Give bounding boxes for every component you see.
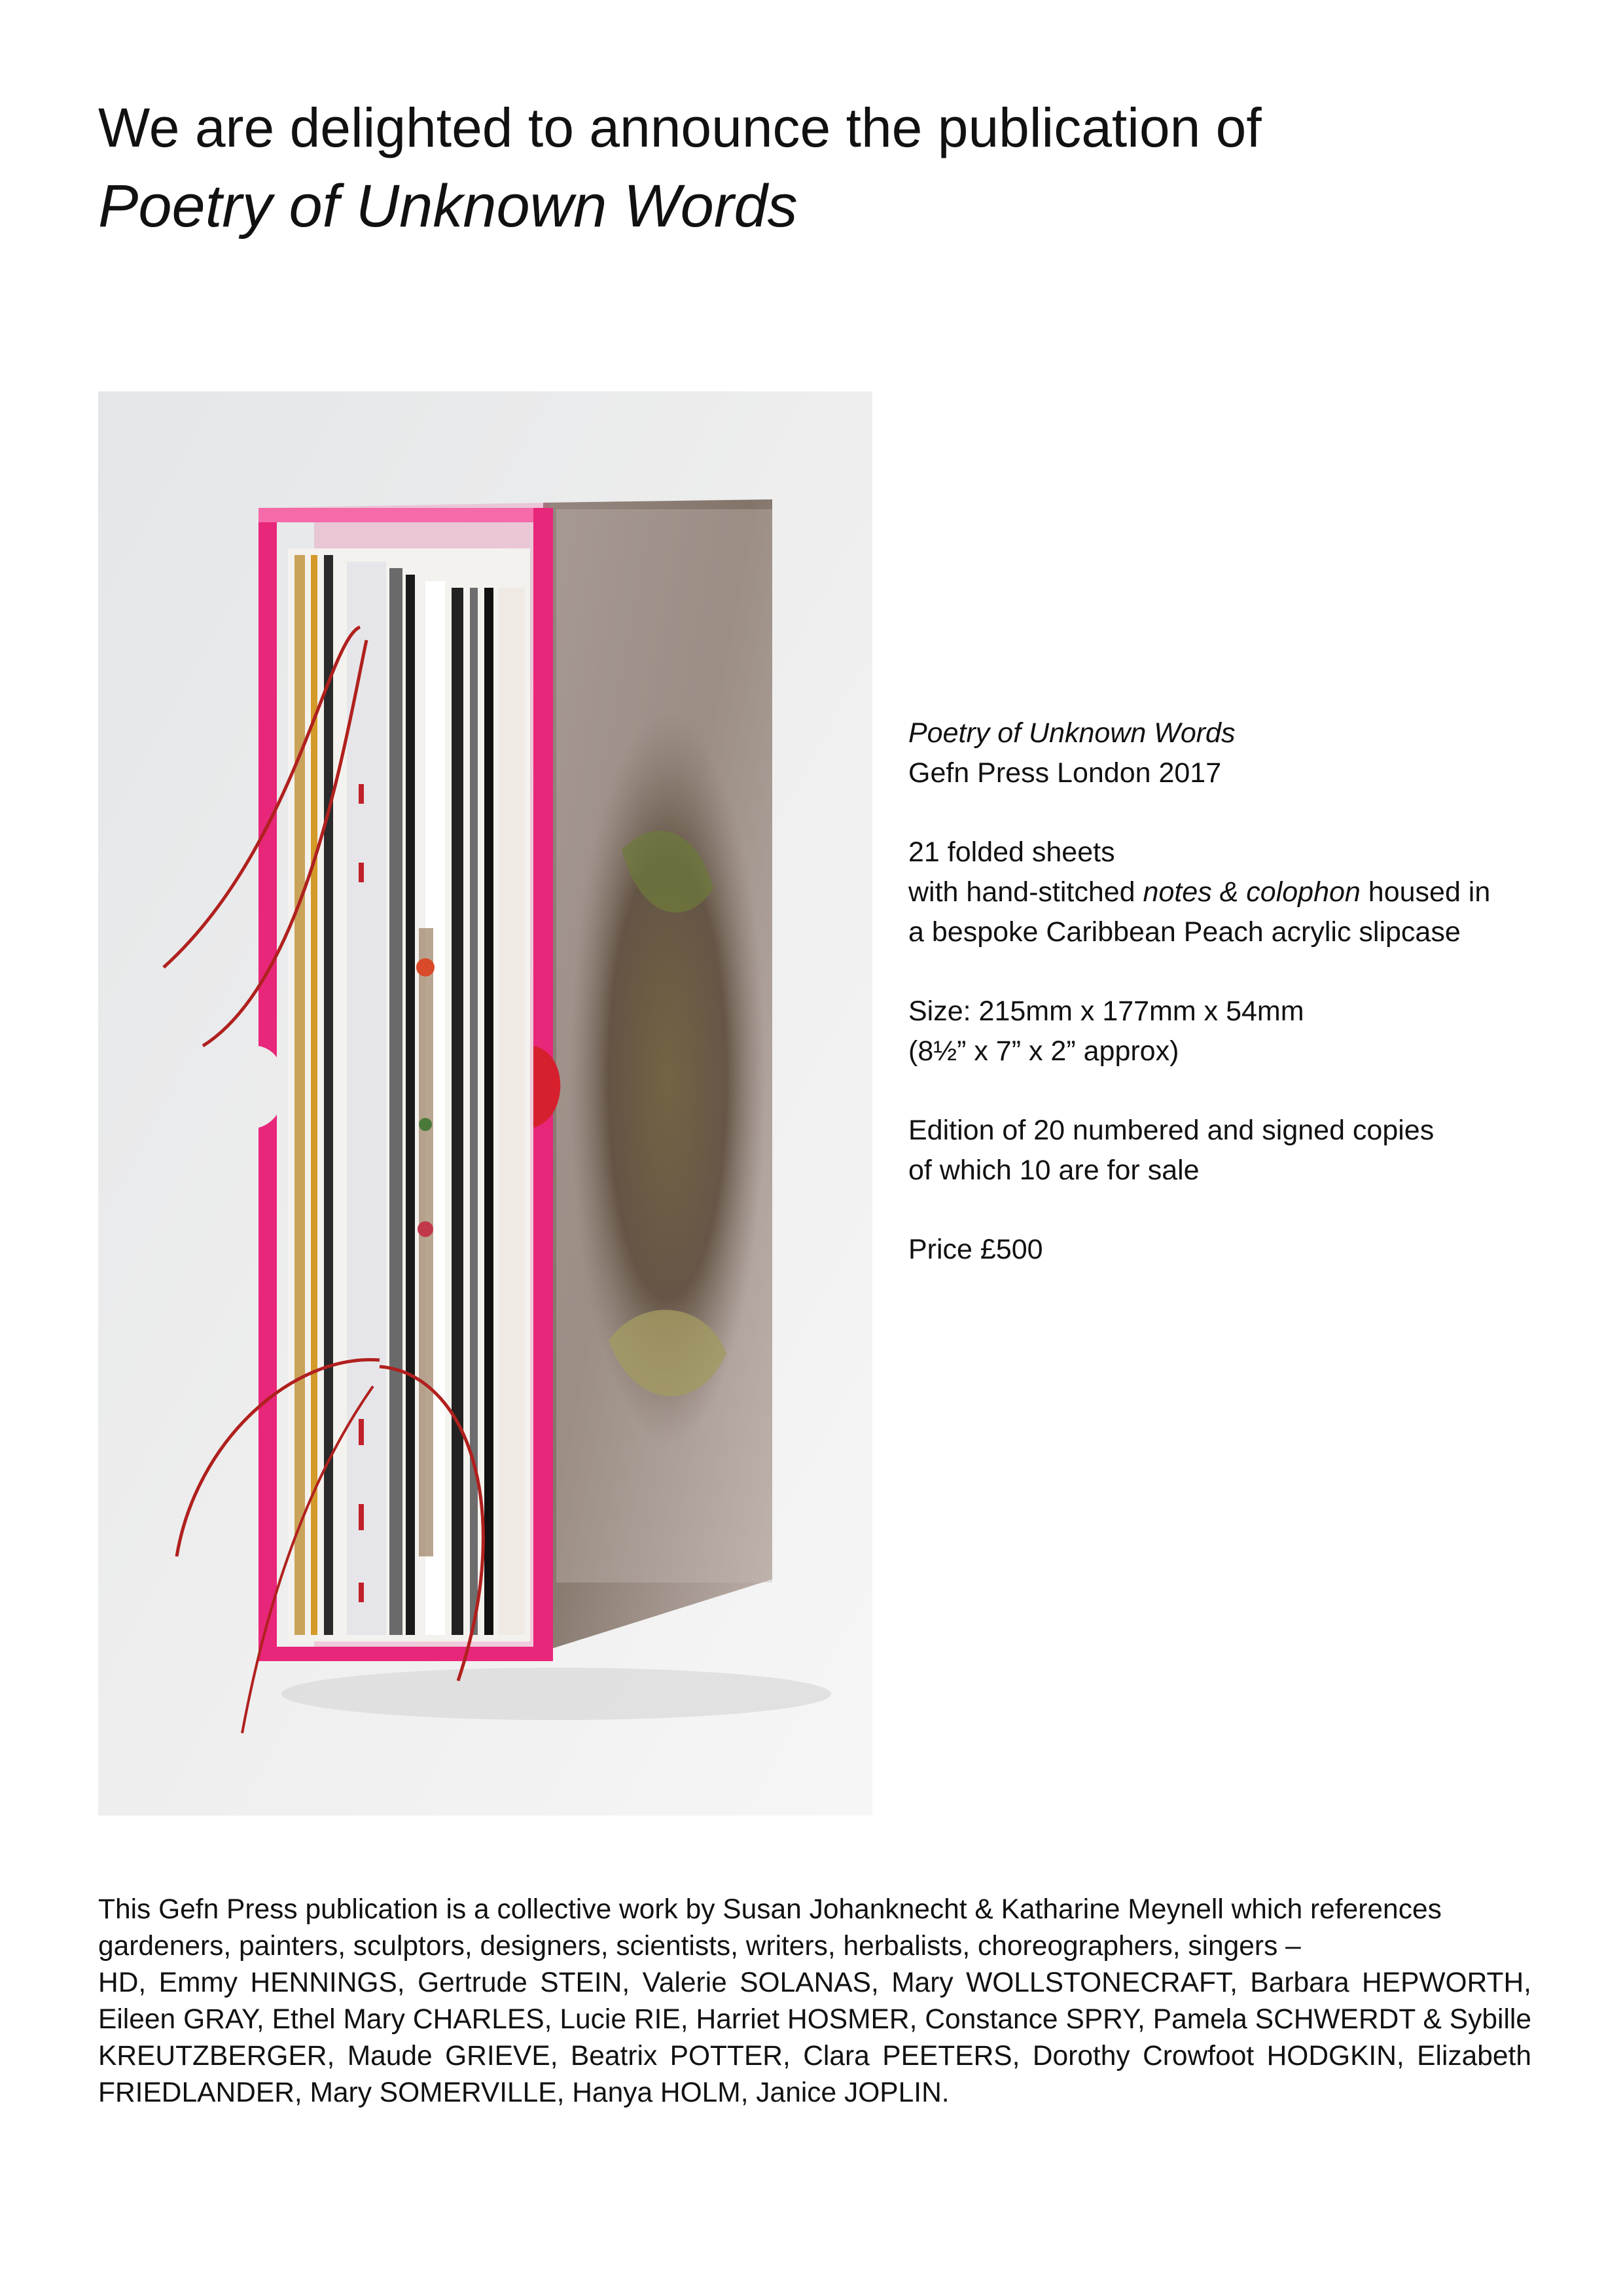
slipcase-book-image <box>98 391 872 1816</box>
publication-title: Poetry of Unknown Words <box>98 173 798 240</box>
publisher-line: Gefn Press London 2017 <box>908 757 1222 789</box>
size-metric: Size: 215mm x 177mm x 54mm <box>908 996 1304 1027</box>
publication-details <box>908 713 1563 1309</box>
book-photograph <box>98 391 872 1816</box>
format-block <box>908 833 1563 952</box>
size-block <box>908 992 1563 1071</box>
announcement-line: We are delighted to announce the publication of <box>98 97 1262 158</box>
description <box>98 1892 1531 2111</box>
edition-line: Edition of 20 numbered and signed copies <box>908 1115 1435 1146</box>
description-intro: This Gefn Press publication is a collective work by Susan Johanknecht & Katharine Meynell which references gardeners, painters, sculptors, designers, scientists, writers, herbalists, choreographers, singers – <box>98 1894 1442 1962</box>
announcement-heading <box>98 92 1538 249</box>
stitch-pre: with hand-stitched <box>908 876 1143 908</box>
stitch-post: housed in <box>1360 876 1491 908</box>
stitching-line <box>908 872 1563 912</box>
slipcase-line: a bespoke Caribbean Peach acrylic slipcase <box>908 916 1461 948</box>
price-line: Price £500 <box>908 1234 1043 1265</box>
price-block <box>908 1230 1563 1270</box>
stitch-italic: notes & colophon <box>1143 876 1361 908</box>
referenced-names: HD, Emmy HENNINGS, Gertrude STEIN, Valerie SOLANAS, Mary WOLLSTONECRAFT, Barbara HEPWORTH, Eileen GRAY, Ethel Mary CHARLES, Lucie RIE, Harriet HOSMER, Constance SPRY, Pamela SCHWERDT & Sybille KREUTZBERGER, Maude GRIEVE, Beatrix POTTER, Clara PEETERS, Dorothy Crowfoot HODGKIN, Elizabeth FRIEDLANDER, Mary SOMERVILLE, Hanya HOLM, Janice JOPLIN. <box>98 1967 1531 2108</box>
edition-block <box>908 1111 1563 1191</box>
details-title: Poetry of Unknown Words <box>908 717 1236 749</box>
size-imperial: (8½” x 7” x 2” approx) <box>908 1035 1179 1067</box>
for-sale-line: of which 10 are for sale <box>908 1155 1200 1186</box>
title-block <box>908 713 1563 793</box>
sheets-line: 21 folded sheets <box>908 836 1115 868</box>
